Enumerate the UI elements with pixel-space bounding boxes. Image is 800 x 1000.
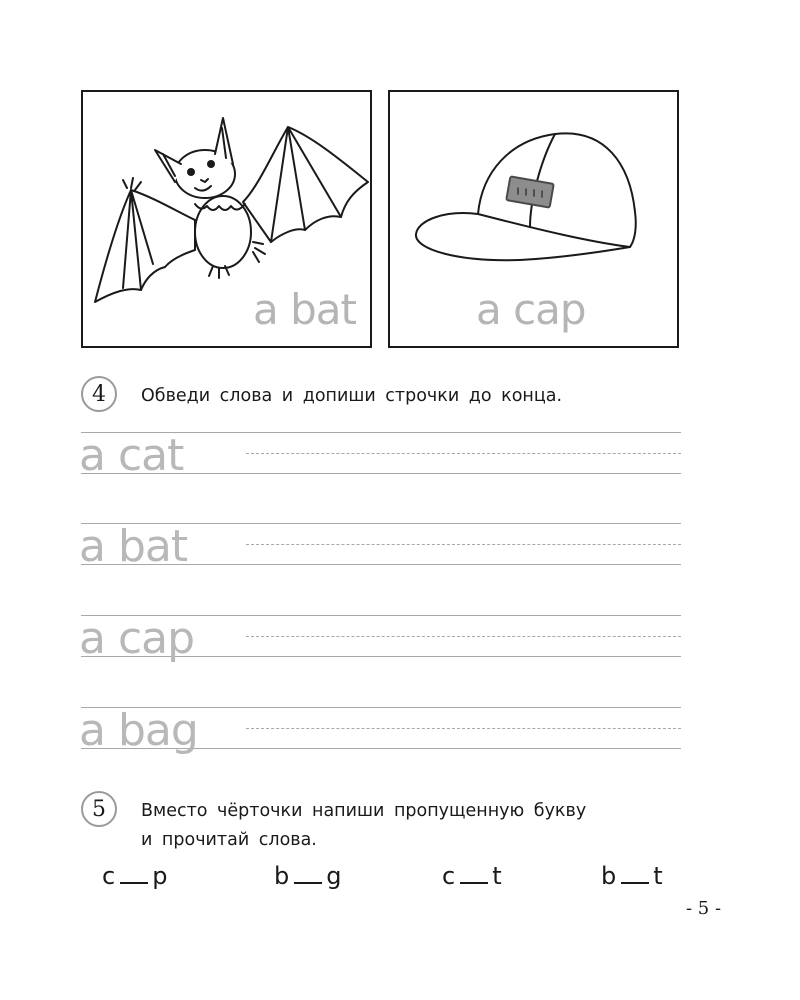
task-5-number: 5 — [81, 791, 117, 827]
task-4-number: 4 — [81, 376, 117, 412]
blank-slot[interactable] — [621, 862, 649, 884]
trace-word: a cap — [79, 613, 195, 664]
gap-word-end: t — [492, 862, 503, 890]
rule-mid-dashed — [246, 453, 681, 454]
blank-slot[interactable] — [120, 862, 148, 884]
gap-word-start: b — [274, 862, 291, 890]
cap-picture-card — [388, 90, 679, 348]
rule-mid-dashed — [246, 728, 681, 729]
gap-word-3[interactable] — [442, 862, 503, 890]
gap-word-start: c — [442, 862, 457, 890]
task-5-instruction-line-1: Вместо чёрточки напиши пропущенную букву — [141, 801, 587, 821]
gap-word-start: b — [601, 862, 618, 890]
gap-word-end: p — [152, 862, 169, 890]
task-5-instruction-line-2: и прочитай слова. — [141, 830, 317, 850]
trace-word: a bat — [79, 521, 188, 572]
gap-word-4[interactable] — [601, 862, 664, 890]
writing-line-2[interactable] — [79, 521, 681, 572]
gap-word-end: t — [653, 862, 664, 890]
task-5-instruction — [141, 797, 586, 855]
gap-word-1[interactable] — [102, 862, 168, 890]
missing-letter-words — [0, 862, 800, 896]
trace-word: a cat — [79, 430, 184, 481]
blank-slot[interactable] — [294, 862, 322, 884]
bat-caption: a bat — [253, 285, 356, 334]
writing-line-1[interactable] — [79, 430, 681, 481]
page-number: - 5 - — [686, 898, 722, 919]
rule-mid-dashed — [246, 544, 681, 545]
gap-word-end: g — [326, 862, 343, 890]
trace-word: a bag — [79, 705, 198, 756]
gap-word-start: c — [102, 862, 117, 890]
rule-mid-dashed — [246, 636, 681, 637]
writing-line-3[interactable] — [79, 613, 681, 664]
blank-slot[interactable] — [460, 862, 488, 884]
cap-caption: a cap — [476, 285, 586, 334]
gap-word-2[interactable] — [274, 862, 342, 890]
task-4-instruction: Обведи слова и допиши строчки до конца. — [141, 386, 563, 406]
bat-picture-card — [81, 90, 372, 348]
writing-line-4[interactable] — [79, 705, 681, 756]
